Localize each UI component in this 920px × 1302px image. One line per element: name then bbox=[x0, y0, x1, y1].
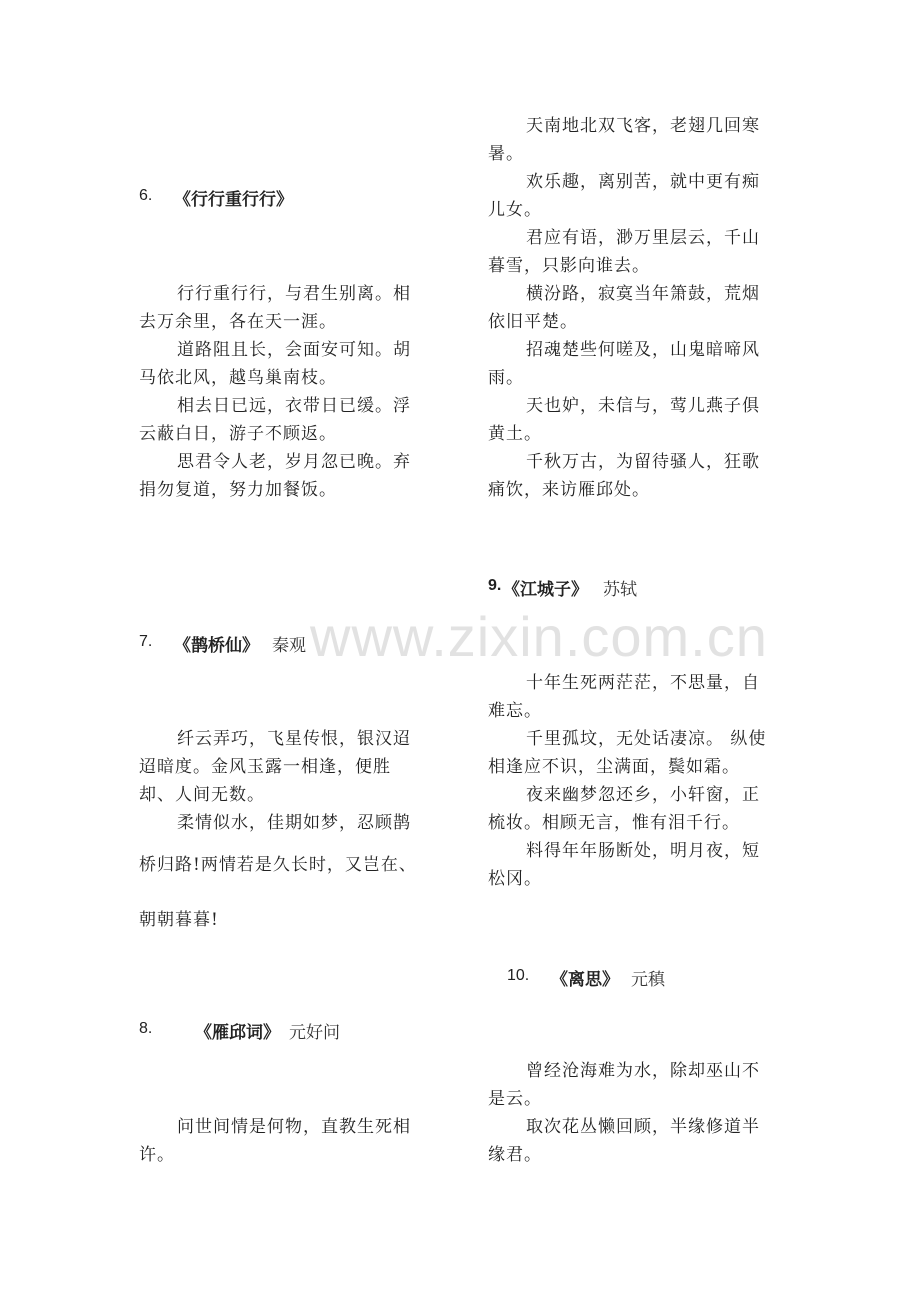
poem-line: 欢乐趣，离别苦，就中更有痴 bbox=[526, 172, 760, 192]
poem-author: 秦观 bbox=[272, 636, 306, 656]
poem-line: 天也妒，未信与，莺儿燕子俱 bbox=[526, 396, 760, 416]
poem-line: 朝朝暮暮! bbox=[139, 910, 219, 930]
poem-line: 曾经沧海难为水，除却巫山不 bbox=[526, 1061, 760, 1081]
poem-number: 6. bbox=[139, 187, 153, 204]
poem-title: 《离思》 bbox=[551, 970, 619, 990]
poem-line: 去万余里，各在天一涯。 bbox=[139, 312, 337, 332]
poem-line: 纤云弄巧，飞星传恨，银汉迢 bbox=[177, 729, 411, 749]
poem-line: 思君令人老，岁月忽已晚。弃 bbox=[177, 452, 411, 472]
poem-line: 相去日已远，衣带日已缓。浮 bbox=[177, 396, 411, 416]
poem-line: 道路阻且长，会面安可知。胡 bbox=[177, 340, 411, 360]
poem-number: 7. bbox=[139, 633, 153, 650]
poem-title: 《江城子》 bbox=[503, 580, 588, 600]
poem-line: 相逢应不识，尘满面，鬓如霜。 bbox=[488, 757, 740, 777]
poem-line: 捐勿复道，努力加餐饭。 bbox=[139, 480, 337, 500]
poem-line: 千秋万古，为留待骚人，狂歌 bbox=[526, 452, 760, 472]
poem-line: 却、人间无数。 bbox=[139, 785, 265, 805]
poem-line: 天南地北双飞客，老翅几回寒 bbox=[526, 116, 760, 136]
poem-line: 十年生死两茫茫，不思量，自 bbox=[526, 673, 760, 693]
poem-line: 云蔽白日，游子不顾返。 bbox=[139, 424, 337, 444]
poem-author: 苏轼 bbox=[603, 580, 637, 600]
poem-line: 痛饮，来访雁邱处。 bbox=[488, 480, 650, 500]
poem-line: 迢暗度。金风玉露一相逢，便胜 bbox=[139, 757, 391, 777]
poem-author: 元好问 bbox=[289, 1023, 340, 1043]
poem-line: 千里孤坟，无处话凄凉。 纵使 bbox=[526, 729, 767, 749]
poem-line: 柔情似水，佳期如梦，忍顾鹊 bbox=[177, 813, 411, 833]
poem-title: 《行行重行行》 bbox=[174, 190, 293, 210]
poem-line: 桥归路!两情若是久长时，又岂在、 bbox=[139, 855, 417, 875]
poem-line: 君应有语，渺万里层云，千山 bbox=[526, 228, 760, 248]
poem-line: 马依北风，越鸟巢南枝。 bbox=[139, 368, 337, 388]
poem-line: 暮雪，只影向谁去。 bbox=[488, 256, 650, 276]
poem-line: 问世间情是何物，直教生死相 bbox=[177, 1117, 411, 1137]
poem-line: 许。 bbox=[139, 1145, 175, 1165]
poem-line: 招魂楚些何嗟及，山鬼暗啼风 bbox=[526, 340, 760, 360]
poem-line: 黄土。 bbox=[488, 424, 542, 444]
poem-number: 9. bbox=[488, 577, 502, 594]
poem-number: 8. bbox=[139, 1020, 153, 1037]
poem-line: 儿女。 bbox=[488, 200, 542, 220]
poem-line: 暑。 bbox=[488, 144, 524, 164]
poem-line: 料得年年肠断处，明月夜，短 bbox=[526, 841, 760, 861]
poem-line: 雨。 bbox=[488, 368, 524, 388]
poem-line: 松冈。 bbox=[488, 869, 542, 889]
poem-title: 《鹊桥仙》 bbox=[174, 636, 259, 656]
poem-line: 行行重行行，与君生别离。相 bbox=[177, 284, 411, 304]
poem-line: 夜来幽梦忽还乡，小轩窗，正 bbox=[526, 785, 760, 805]
poem-title: 《雁邱词》 bbox=[195, 1023, 280, 1043]
poem-line: 是云。 bbox=[488, 1089, 542, 1109]
poem-line: 梳妆。相顾无言，惟有泪千行。 bbox=[488, 813, 740, 833]
poem-line: 依旧平楚。 bbox=[488, 312, 578, 332]
poem-line: 缘君。 bbox=[488, 1145, 542, 1165]
poem-author: 元稹 bbox=[631, 970, 665, 990]
watermark: www.zixin.com.cn bbox=[310, 605, 768, 668]
poem-line: 取次花丛懒回顾，半缘修道半 bbox=[526, 1117, 760, 1137]
poem-line: 横汾路，寂寞当年箫鼓，荒烟 bbox=[526, 284, 760, 304]
poem-number: 10. bbox=[507, 967, 530, 984]
poem-line: 难忘。 bbox=[488, 701, 542, 721]
